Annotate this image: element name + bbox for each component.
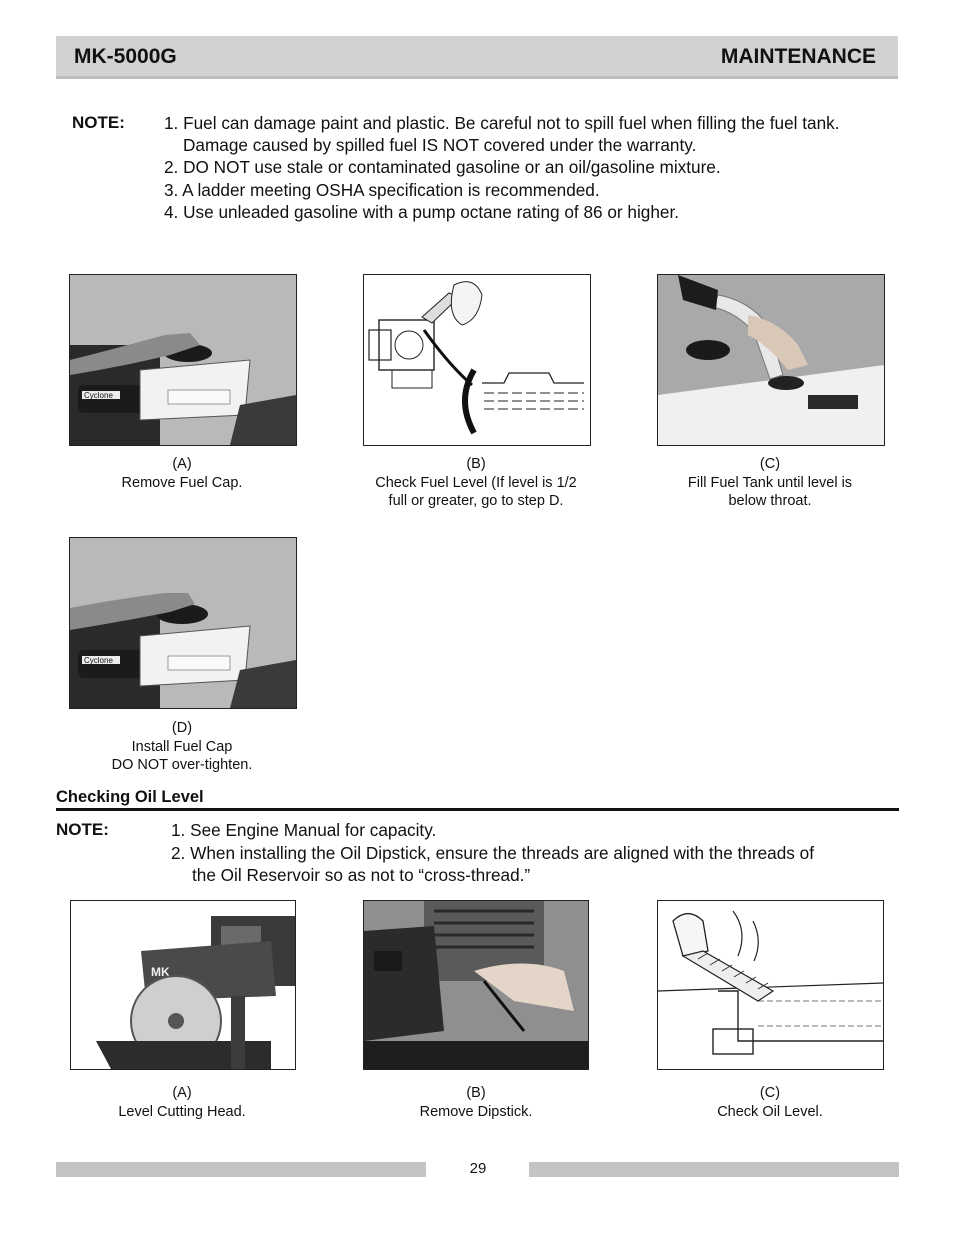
caption-text: below throat. — [728, 493, 812, 509]
engine-brand-label: Cyclone — [84, 391, 113, 400]
caption-text: Remove Dipstick. — [419, 1103, 533, 1120]
caption-text: Install Fuel Cap — [131, 738, 233, 755]
fuel-note-line: 1. Fuel can damage paint and plastic. Be careful not to spill fuel when filling the fuel tank. — [164, 113, 840, 133]
fuel-note-line: Damage caused by spilled fuel IS NOT covered under the warranty. — [183, 135, 697, 155]
fuel-caption-a — [62, 455, 302, 492]
footer-bar-left — [56, 1162, 426, 1177]
caption-text: Check Oil Level. — [717, 1103, 823, 1120]
caption-letter: (D) — [171, 720, 193, 736]
fuel-caption-b — [356, 455, 596, 511]
page-number: 29 — [469, 1160, 487, 1177]
oil-caption-b — [356, 1084, 596, 1121]
caption-text: DO NOT over-tighten. — [111, 757, 253, 773]
oil-note-line: 2. When installing the Oil Dipstick, ensure the threads are aligned with the threads of — [171, 843, 814, 863]
oil-note-label: NOTE: — [56, 820, 109, 839]
caption-text: Check Fuel Level (If level is 1/2 — [375, 474, 577, 491]
fuel-photo-b — [363, 274, 591, 446]
page-header — [56, 36, 898, 79]
caption-letter: (B) — [466, 456, 486, 472]
caption-text: Level Cutting Head. — [118, 1103, 246, 1120]
fuel-caption-c — [650, 455, 890, 511]
oil-note-line: the Oil Reservoir so as not to “cross-thread.” — [192, 865, 531, 885]
fuel-caption-d — [62, 719, 302, 775]
caption-text: full or greater, go to step D. — [388, 493, 564, 509]
footer-bar-right — [529, 1162, 899, 1177]
caption-text: Fill Fuel Tank until level is — [687, 474, 853, 491]
engine-brand-label: Cyclone — [84, 656, 113, 665]
oil-photo-a — [70, 900, 296, 1070]
oil-section-title: Checking Oil Level — [56, 788, 204, 806]
fuel-photo-a — [69, 274, 297, 446]
fuel-photo-d — [69, 537, 297, 709]
fuel-note-label: NOTE: — [72, 113, 125, 132]
fuel-note-line: 4. Use unleaded gasoline with a pump octane rating of 86 or higher. — [164, 202, 680, 222]
caption-letter: (C) — [759, 1085, 781, 1101]
caption-letter: (A) — [172, 456, 192, 472]
fuel-note-line: 2. DO NOT use stale or contaminated gasoline or an oil/gasoline mixture. — [164, 157, 721, 177]
oil-caption-a — [62, 1084, 302, 1121]
fuel-photo-c — [657, 274, 885, 446]
caption-letter: (B) — [466, 1085, 486, 1101]
model-title: MK-5000G — [74, 45, 177, 68]
caption-text: Remove Fuel Cap. — [121, 474, 243, 491]
oil-photo-c — [657, 900, 884, 1070]
fuel-note-line: 3. A ladder meeting OSHA specification is recommended. — [164, 180, 600, 200]
section-title: MAINTENANCE — [720, 45, 876, 68]
oil-note-line: 1. See Engine Manual for capacity. — [171, 820, 437, 840]
caption-letter: (A) — [172, 1085, 192, 1101]
caption-letter: (C) — [759, 456, 781, 472]
section-divider — [56, 808, 899, 811]
svg-text:MK: MK — [151, 965, 170, 979]
oil-photo-b — [363, 900, 589, 1070]
oil-caption-c — [650, 1084, 890, 1121]
